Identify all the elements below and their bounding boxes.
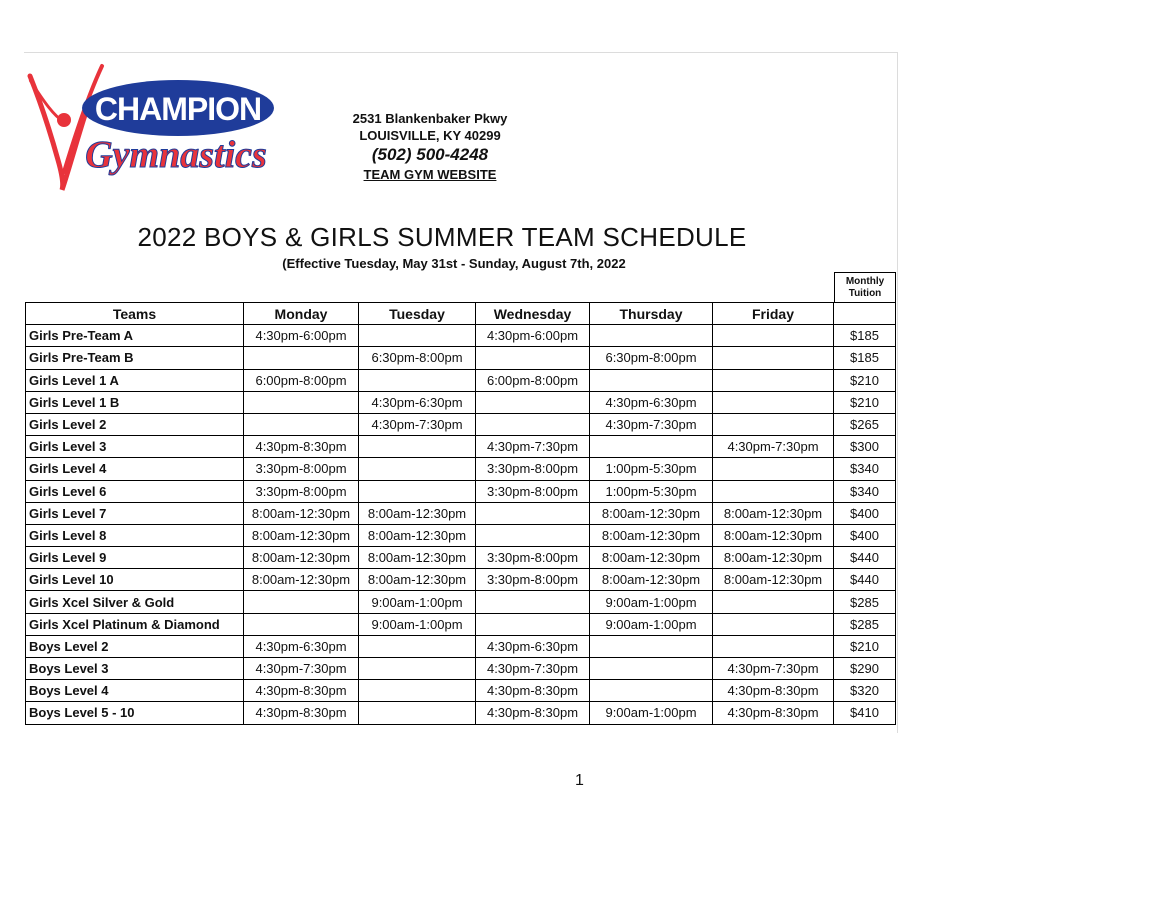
cell-wed: 4:30pm-6:00pm [476, 325, 590, 347]
cell-wed: 6:00pm-8:00pm [476, 369, 590, 391]
cell-mon: 4:30pm-6:30pm [244, 635, 359, 657]
table-row [26, 524, 896, 546]
cell-tuition: $410 [834, 702, 896, 724]
cell-tue: 8:00am-12:30pm [359, 569, 476, 591]
table-row [26, 680, 896, 702]
col-header-teams: Teams [26, 303, 244, 325]
table-row [26, 436, 896, 458]
cell-thu: 6:30pm-8:00pm [590, 347, 713, 369]
cell-tuition: $185 [834, 325, 896, 347]
cell-wed [476, 502, 590, 524]
cell-fri: 4:30pm-7:30pm [713, 658, 834, 680]
effective-dates: (Effective Tuesday, May 31st - Sunday, August 7th, 2022 [282, 256, 626, 271]
cell-team: Girls Xcel Silver & Gold [26, 591, 244, 613]
cell-mon: 4:30pm-6:00pm [244, 325, 359, 347]
cell-mon: 3:30pm-8:00pm [244, 458, 359, 480]
cell-fri [713, 391, 834, 413]
cell-mon: 8:00am-12:30pm [244, 569, 359, 591]
col-header-monday: Monday [244, 303, 359, 325]
cell-wed [476, 591, 590, 613]
table-header-row [26, 303, 896, 325]
col-header-friday: Friday [713, 303, 834, 325]
cell-thu: 8:00am-12:30pm [590, 524, 713, 546]
cell-mon [244, 347, 359, 369]
address-block [330, 110, 530, 183]
table-row [26, 391, 896, 413]
table-row [26, 369, 896, 391]
monthly-tuition-header: Monthly Tuition [834, 272, 896, 302]
cell-wed [476, 524, 590, 546]
page-number: 1 [575, 772, 584, 789]
cell-tue: 8:00am-12:30pm [359, 547, 476, 569]
cell-thu: 9:00am-1:00pm [590, 613, 713, 635]
cell-mon: 4:30pm-8:30pm [244, 702, 359, 724]
cell-tuition: $290 [834, 658, 896, 680]
cell-tuition: $400 [834, 524, 896, 546]
cell-tue [359, 635, 476, 657]
cell-tuition: $285 [834, 613, 896, 635]
cell-fri [713, 591, 834, 613]
cell-wed: 4:30pm-7:30pm [476, 658, 590, 680]
cell-mon [244, 413, 359, 435]
phone-number: (502) 500-4248 [371, 145, 489, 164]
cell-tue [359, 480, 476, 502]
cell-mon [244, 591, 359, 613]
schedule-body [26, 325, 896, 724]
col-header-tuition [834, 303, 896, 325]
cell-tue: 8:00am-12:30pm [359, 502, 476, 524]
cell-wed: 4:30pm-7:30pm [476, 436, 590, 458]
cell-team: Girls Level 1 B [26, 391, 244, 413]
cell-mon: 4:30pm-8:30pm [244, 436, 359, 458]
cell-wed [476, 413, 590, 435]
cell-team: Girls Xcel Platinum & Diamond [26, 613, 244, 635]
cell-thu [590, 436, 713, 458]
cell-wed: 3:30pm-8:00pm [476, 458, 590, 480]
cell-mon: 4:30pm-7:30pm [244, 658, 359, 680]
cell-mon [244, 391, 359, 413]
cell-fri [713, 369, 834, 391]
cell-tue: 4:30pm-7:30pm [359, 413, 476, 435]
cell-thu: 4:30pm-6:30pm [590, 391, 713, 413]
cell-thu: 9:00am-1:00pm [590, 702, 713, 724]
cell-thu: 1:00pm-5:30pm [590, 480, 713, 502]
cell-wed [476, 613, 590, 635]
cell-thu [590, 635, 713, 657]
cell-wed [476, 391, 590, 413]
cell-wed: 4:30pm-8:30pm [476, 680, 590, 702]
cell-tuition: $400 [834, 502, 896, 524]
cell-mon [244, 613, 359, 635]
street-address: 2531 Blankenbaker Pkwy [352, 111, 508, 126]
cell-team: Boys Level 5 - 10 [26, 702, 244, 724]
cell-tuition: $185 [834, 347, 896, 369]
cell-thu: 8:00am-12:30pm [590, 502, 713, 524]
cell-team: Boys Level 2 [26, 635, 244, 657]
cell-team: Girls Level 7 [26, 502, 244, 524]
cell-fri [713, 480, 834, 502]
table-row [26, 413, 896, 435]
cell-team: Girls Level 4 [26, 458, 244, 480]
champion-gymnastics-logo [24, 62, 274, 192]
cell-fri: 4:30pm-8:30pm [713, 680, 834, 702]
cell-thu [590, 680, 713, 702]
cell-tue: 6:30pm-8:00pm [359, 347, 476, 369]
cell-tuition: $265 [834, 413, 896, 435]
cell-tue [359, 702, 476, 724]
svg-text:Gymnastics: Gymnastics [85, 134, 267, 176]
cell-fri [713, 613, 834, 635]
cell-wed: 3:30pm-8:00pm [476, 547, 590, 569]
table-row [26, 613, 896, 635]
cell-mon: 8:00am-12:30pm [244, 524, 359, 546]
cell-team: Girls Level 9 [26, 547, 244, 569]
cell-thu: 4:30pm-7:30pm [590, 413, 713, 435]
cell-thu [590, 658, 713, 680]
cell-fri [713, 413, 834, 435]
table-row [26, 502, 896, 524]
cell-fri: 8:00am-12:30pm [713, 547, 834, 569]
cell-mon: 8:00am-12:30pm [244, 547, 359, 569]
cell-team: Girls Pre-Team B [26, 347, 244, 369]
cell-wed [476, 347, 590, 369]
cell-tuition: $285 [834, 591, 896, 613]
cell-fri: 4:30pm-7:30pm [713, 436, 834, 458]
cell-tue: 4:30pm-6:30pm [359, 391, 476, 413]
cell-fri: 8:00am-12:30pm [713, 502, 834, 524]
city-state-zip: LOUISVILLE, KY 40299 [359, 128, 501, 143]
cell-tuition: $440 [834, 569, 896, 591]
cell-thu [590, 325, 713, 347]
cell-tue [359, 458, 476, 480]
cell-fri [713, 635, 834, 657]
cell-wed: 4:30pm-8:30pm [476, 702, 590, 724]
cell-team: Girls Pre-Team A [26, 325, 244, 347]
cell-tue: 9:00am-1:00pm [359, 591, 476, 613]
svg-text:CHAMPION: CHAMPION [94, 91, 262, 127]
table-row [26, 658, 896, 680]
table-row [26, 458, 896, 480]
cell-thu: 8:00am-12:30pm [590, 547, 713, 569]
cell-mon: 6:00pm-8:00pm [244, 369, 359, 391]
col-header-thursday: Thursday [590, 303, 713, 325]
cell-wed: 3:30pm-8:00pm [476, 569, 590, 591]
cell-fri: 8:00am-12:30pm [713, 524, 834, 546]
cell-thu: 1:00pm-5:30pm [590, 458, 713, 480]
cell-mon: 4:30pm-8:30pm [244, 680, 359, 702]
table-row [26, 569, 896, 591]
cell-tuition: $320 [834, 680, 896, 702]
cell-wed: 4:30pm-6:30pm [476, 635, 590, 657]
table-row [26, 547, 896, 569]
cell-wed: 3:30pm-8:00pm [476, 480, 590, 502]
table-row [26, 347, 896, 369]
cell-team: Boys Level 4 [26, 680, 244, 702]
cell-tuition: $210 [834, 391, 896, 413]
cell-fri: 4:30pm-8:30pm [713, 702, 834, 724]
cell-team: Girls Level 1 A [26, 369, 244, 391]
cell-team: Girls Level 8 [26, 524, 244, 546]
schedule-table [25, 302, 896, 725]
table-row [26, 702, 896, 724]
table-row [26, 635, 896, 657]
cell-team: Boys Level 3 [26, 658, 244, 680]
cell-tue [359, 680, 476, 702]
cell-tue [359, 658, 476, 680]
cell-tuition: $300 [834, 436, 896, 458]
cell-fri [713, 458, 834, 480]
cell-thu: 8:00am-12:30pm [590, 569, 713, 591]
col-header-wednesday: Wednesday [476, 303, 590, 325]
page-title: 2022 BOYS & GIRLS SUMMER TEAM SCHEDULE [137, 222, 747, 252]
cell-tue: 9:00am-1:00pm [359, 613, 476, 635]
col-header-tuesday: Tuesday [359, 303, 476, 325]
cell-team: Girls Level 10 [26, 569, 244, 591]
table-row [26, 591, 896, 613]
cell-thu [590, 369, 713, 391]
cell-tuition: $210 [834, 369, 896, 391]
cell-fri [713, 347, 834, 369]
cell-tuition: $340 [834, 480, 896, 502]
cell-tue [359, 325, 476, 347]
cell-mon: 3:30pm-8:00pm [244, 480, 359, 502]
cell-tuition: $340 [834, 458, 896, 480]
cell-tuition: $440 [834, 547, 896, 569]
cell-tuition: $210 [834, 635, 896, 657]
cell-tue: 8:00am-12:30pm [359, 524, 476, 546]
cell-thu: 9:00am-1:00pm [590, 591, 713, 613]
cell-team: Girls Level 3 [26, 436, 244, 458]
cell-team: Girls Level 2 [26, 413, 244, 435]
cell-fri [713, 325, 834, 347]
cell-tue [359, 436, 476, 458]
table-row [26, 480, 896, 502]
cell-fri: 8:00am-12:30pm [713, 569, 834, 591]
cell-mon: 8:00am-12:30pm [244, 502, 359, 524]
cell-team: Girls Level 6 [26, 480, 244, 502]
cell-tue [359, 369, 476, 391]
table-row [26, 325, 896, 347]
team-gym-website-link[interactable]: TEAM GYM WEBSITE [363, 167, 497, 182]
